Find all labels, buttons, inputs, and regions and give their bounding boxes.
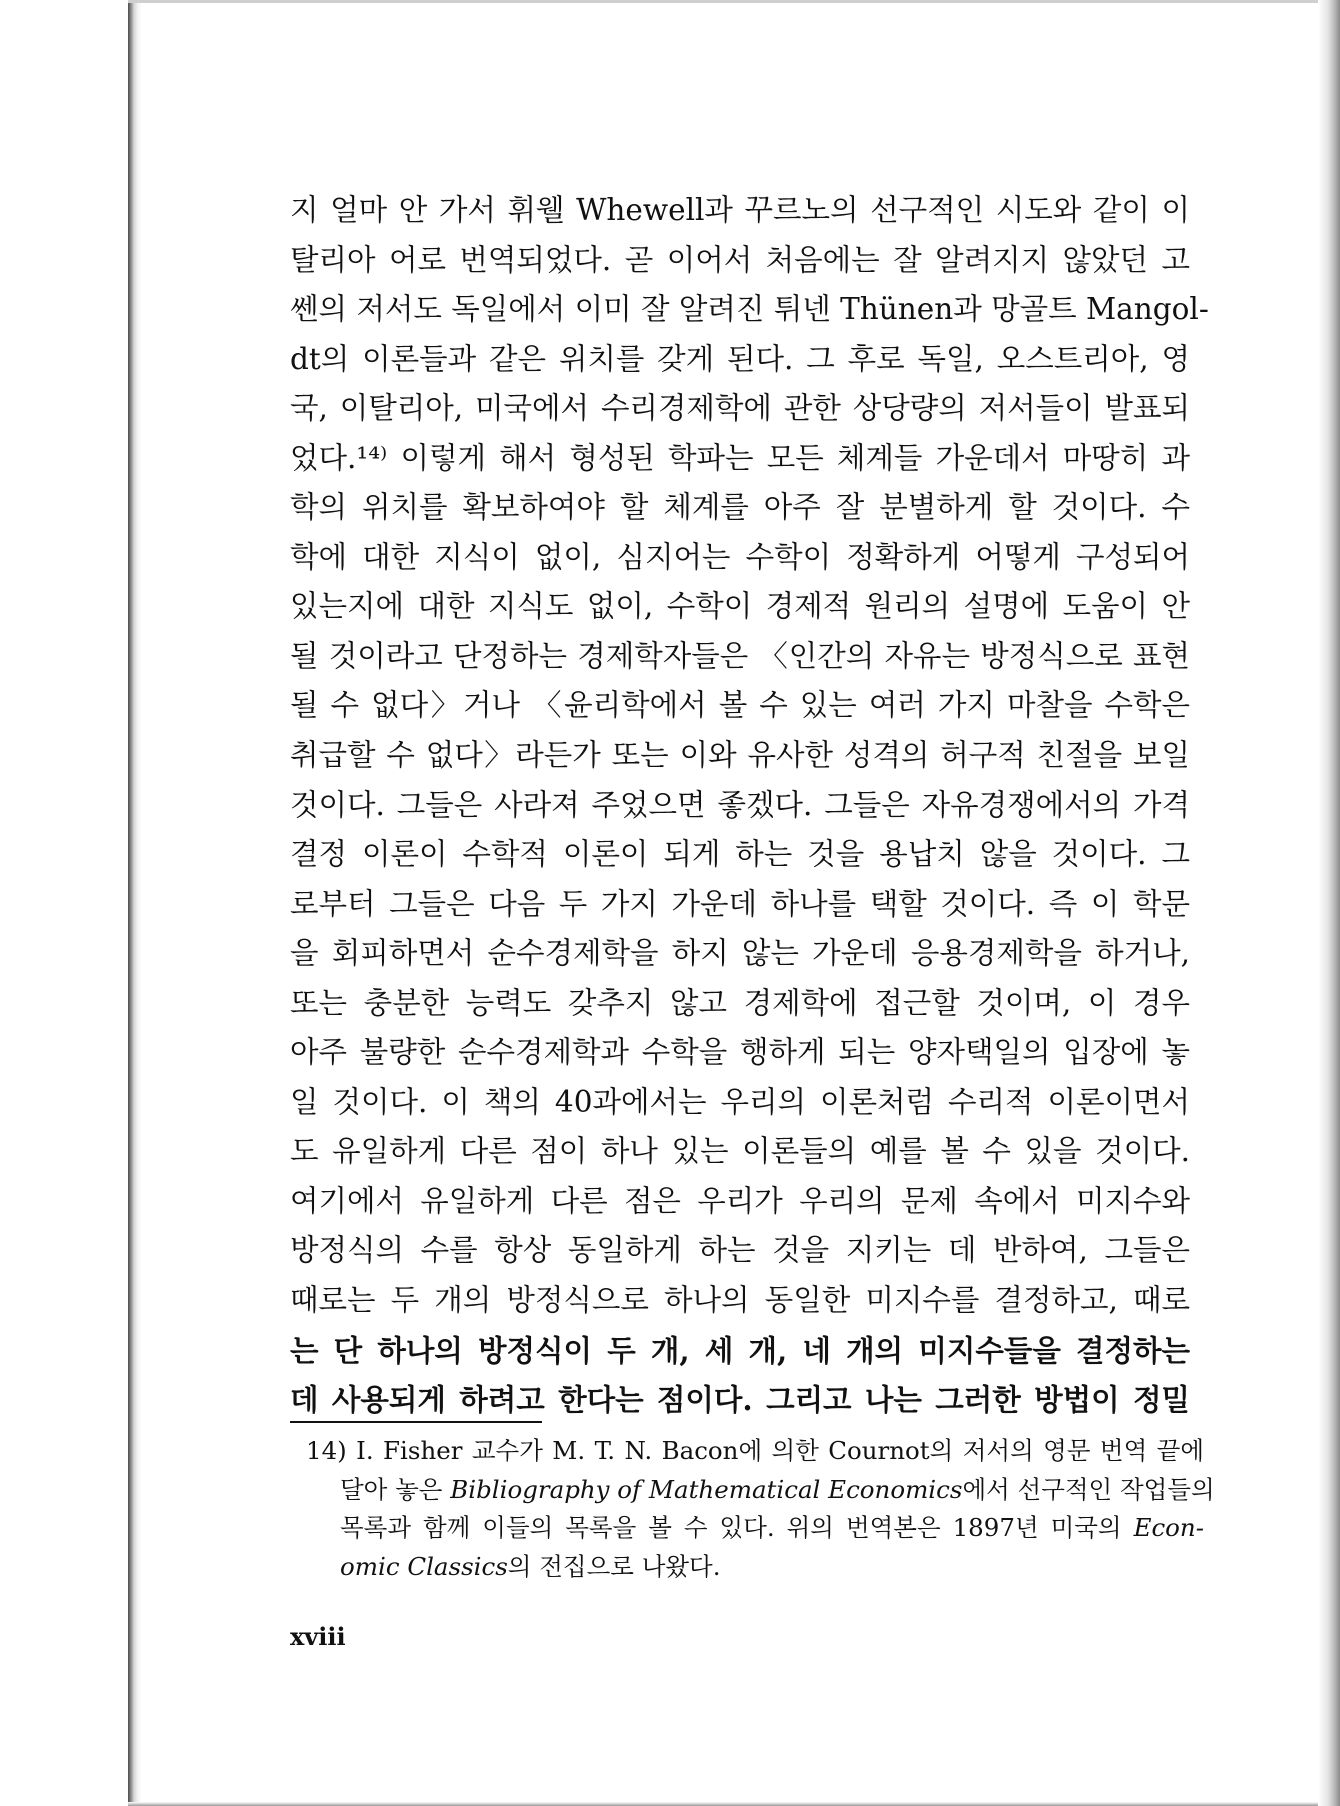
body-line: 될 것이라고 단정하는 경제학자들은 〈인간의 자유는 방정식으로 표현 [290,638,1190,673]
body-line: 일 것이다. 이 책의 40과에서는 우리의 이론처럼 수리적 이론이면서 [290,1084,1190,1119]
footnote-line [306,1471,1215,1510]
page-number: xviii [290,1622,346,1651]
body-line: 을 회피하면서 순수경제학을 하지 않는 가운데 응용경제학을 하거나, [290,936,1190,971]
footnote-line [306,1509,1204,1548]
body-line: 취급할 수 없다〉라든가 또는 이와 유사한 성격의 허구적 친절을 보일 [290,738,1190,773]
book-page [142,0,1318,1806]
footnote [306,1432,1215,1586]
body-line: 로부터 그들은 다음 두 가지 가운데 하나를 택할 것이다. 즉 이 학문 [290,886,1190,921]
body-line: 었다.¹⁴⁾ 이렇게 해서 형성된 학파는 모든 체계들 가운데서 마땅히 과 [290,440,1190,475]
footnote-separator [290,1421,542,1423]
footnote-text: 달아 놓은 [340,1474,451,1504]
body-line: 데 사용되게 하려고 한다는 점이다. 그리고 나는 그러한 방법이 정밀 [290,1382,1190,1418]
body-line: 아주 불량한 순수경제학과 수학을 행하게 되는 양자택일의 입장에 놓 [290,1035,1190,1070]
body-line: 결정 이론이 수학적 이론이 되게 하는 것을 용납치 않을 것이다. 그 [290,837,1190,872]
footnote-text: 목록과 함께 이들의 목록을 볼 수 있다. 위의 번역본은 1897년 미국의 [340,1513,1134,1542]
footnote-text: I. Fisher 교수가 M. T. N. Bacon에 의한 Cournot의 저서의 영문 번역 끝에 [356,1436,1204,1465]
footnote-italic-title: Econ- [1133,1513,1204,1542]
body-line: 또는 충분한 능력도 갖추지 않고 경제학에 접근할 것이며, 이 경우 [290,985,1190,1020]
body-line: 때로는 두 개의 방정식으로 하나의 동일한 미지수를 결정하고, 때로 [290,1283,1190,1318]
body-line: 지 얼마 안 가서 휘웰 Whewell과 꾸르노의 선구적인 시도와 같이 이 [290,193,1190,227]
book-binding-edge [128,0,142,1806]
body-line: 쎈의 저서도 독일에서 이미 잘 알려진 튀넨 Thünen과 망골트 Mangol- [290,292,1209,327]
page-right-shadow [1318,0,1340,1806]
footnote-line [306,1432,1204,1471]
footnote-line [306,1548,1204,1587]
body-text [290,186,1209,1425]
body-line: 여기에서 유일하게 다른 점은 우리가 우리의 문제 속에서 미지수와 [290,1183,1190,1218]
footnote-text: 의 전집으로 나왔다. [507,1551,721,1581]
footnote-italic-title: omic Classics [340,1551,508,1581]
footnote-marker: 14) [306,1436,347,1465]
footnote-text: 에서 선구적인 작업들의 [962,1474,1215,1504]
body-line: 될 수 없다〉거나 〈윤리학에서 볼 수 있는 여러 가지 마찰을 수학은 [290,688,1190,723]
body-line: 학에 대한 지식이 없이, 심지어는 수학이 정확하게 어떻게 구성되어 [290,539,1190,574]
footnote-italic-title: Bibliography of Mathematical Economics [450,1474,963,1504]
body-line: 도 유일하게 다른 점이 하나 있는 이론들의 예를 볼 수 있을 것이다. [290,1134,1190,1169]
body-line: 국, 이탈리아, 미국에서 수리경제학에 관한 상당량의 저서들이 발표되 [290,391,1190,426]
body-line: dt의 이론들과 같은 위치를 갖게 된다. 그 후로 독일, 오스트리아, 영 [290,341,1190,376]
body-line: 방정식의 수를 항상 동일하게 하는 것을 지키는 데 반하여, 그들은 [290,1233,1190,1268]
body-line: 탈리아 어로 번역되었다. 곧 이어서 처음에는 잘 알려지지 않았던 고 [290,242,1190,277]
body-line: 것이다. 그들은 사라져 주었으면 좋겠다. 그들은 자유경쟁에서의 가격 [290,787,1190,822]
body-line: 있는지에 대한 지식도 없이, 수학이 경제적 원리의 설명에 도움이 안 [290,589,1190,624]
body-line: 는 단 하나의 방정식이 두 개, 세 개, 네 개의 미지수들을 결정하는 [290,1332,1190,1368]
body-line: 학의 위치를 확보하여야 할 체계를 아주 잘 분별하게 할 것이다. 수 [290,490,1190,525]
